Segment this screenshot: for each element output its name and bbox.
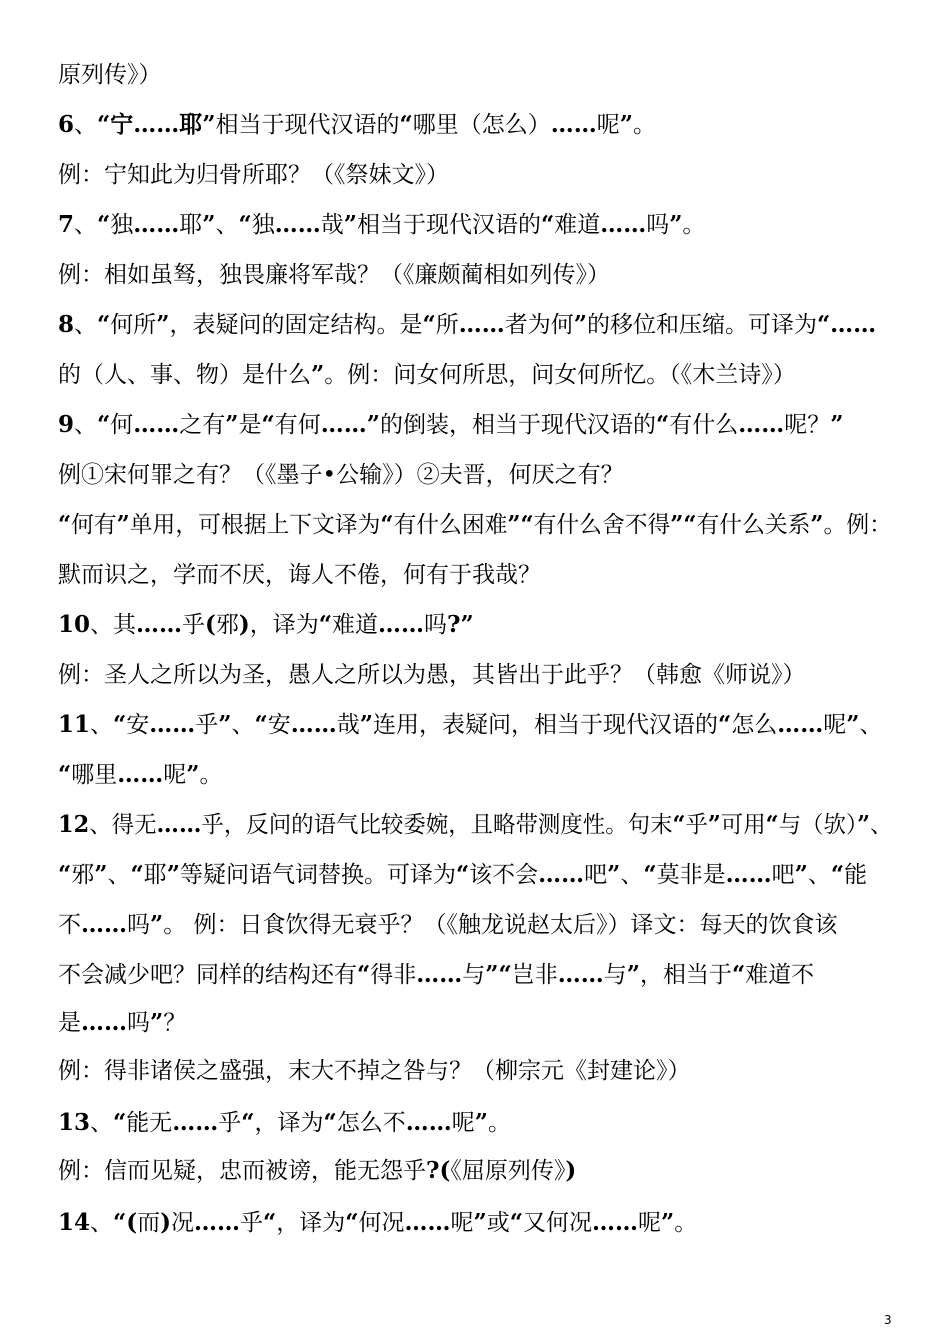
text-line bbox=[58, 110, 656, 140]
text-segment: “ bbox=[731, 961, 746, 988]
text-segment: “宁……耶” bbox=[97, 111, 216, 138]
text-segment: ( bbox=[205, 611, 216, 638]
text-segment: 、 bbox=[90, 1210, 114, 1236]
text-segment: “ bbox=[97, 411, 111, 438]
text-segment: …… bbox=[550, 111, 597, 138]
text-segment: ” bbox=[794, 861, 808, 888]
text-line bbox=[58, 460, 624, 490]
text-segment: 岂非 bbox=[511, 962, 558, 988]
text-segment: 乎 bbox=[195, 712, 219, 738]
text-segment: 、得无 bbox=[89, 812, 157, 838]
text-segment: 之有 bbox=[179, 412, 226, 438]
text-line bbox=[58, 860, 867, 890]
text-segment: ) bbox=[160, 1209, 172, 1236]
text-segment: “ bbox=[241, 1109, 255, 1136]
text-segment: “ bbox=[113, 711, 127, 738]
text-segment: 呢 bbox=[450, 1210, 474, 1236]
text-segment: ” bbox=[857, 811, 871, 838]
text-segment: “ bbox=[422, 311, 436, 338]
text-segment: 默而识之，学而不厌，诲人不倦，何有于我哉？ bbox=[58, 562, 541, 588]
text-segment: 《屈原列传》 bbox=[450, 1158, 566, 1184]
text-segment: …… bbox=[172, 1109, 219, 1136]
text-segment: 乎，反问的语气比较委婉，且略带测度性。句末 bbox=[201, 812, 673, 838]
text-segment: “ bbox=[345, 1209, 359, 1236]
text-segment: …… bbox=[156, 811, 202, 838]
text-segment: 何所 bbox=[110, 312, 157, 338]
text-segment: “ bbox=[97, 311, 111, 338]
text-segment: 能 bbox=[844, 862, 868, 888]
text-segment: 相当于现代汉语的 bbox=[356, 212, 541, 238]
text-segment: 10 bbox=[58, 611, 91, 638]
text-segment: 。 例：日食饮得无衰乎？（《触龙说赵太后》）译文：每天的饮食该 bbox=[163, 912, 838, 938]
text-line bbox=[58, 60, 162, 90]
text-segment: ” bbox=[150, 1009, 164, 1036]
text-line bbox=[58, 310, 876, 340]
text-segment: ？ bbox=[163, 1010, 187, 1036]
text-segment: 单用，可根据上下文译为 bbox=[129, 512, 381, 538]
text-segment: 、 bbox=[74, 212, 98, 238]
text-segment: …… bbox=[290, 711, 337, 738]
text-segment: 怎么不 bbox=[336, 1110, 406, 1136]
text-segment: 、 bbox=[74, 112, 98, 138]
text-segment: ” bbox=[810, 511, 824, 538]
text-segment: 等疑问语气词替换。可译为 bbox=[179, 862, 456, 888]
text-segment: ) bbox=[565, 1157, 577, 1184]
text-segment: 、 bbox=[90, 1110, 114, 1136]
text-segment: 14 bbox=[58, 1209, 91, 1236]
text-segment: 难道 bbox=[554, 212, 601, 238]
text-segment: 所 bbox=[435, 312, 459, 338]
text-segment: 的倒装，相当于现代汉语的 bbox=[379, 412, 656, 438]
text-segment: 何 bbox=[110, 412, 134, 438]
text-segment: 例：圣人之所以为圣，愚人之所以为愚，其皆出于此乎？（韩愈《师说》） bbox=[58, 662, 806, 688]
text-segment: 与 bbox=[603, 962, 627, 988]
text-segment: 乎 bbox=[218, 1110, 242, 1136]
text-segment: 例：相如虽驽，独畏廉将军哉？（《廉颇蔺相如列传》） bbox=[58, 262, 610, 288]
text-segment: 与 bbox=[462, 962, 486, 988]
text-segment: 难道 bbox=[332, 612, 379, 638]
text-segment: ，译为 bbox=[276, 1210, 346, 1236]
text-segment: ” bbox=[218, 711, 232, 738]
text-segment: 安 bbox=[267, 712, 291, 738]
text-segment: “( bbox=[113, 1209, 138, 1236]
text-segment: 原列传》） bbox=[58, 62, 162, 88]
text-line bbox=[58, 410, 843, 440]
text-segment: “ bbox=[830, 861, 845, 888]
text-segment: 吗 bbox=[127, 912, 150, 938]
text-segment: ” bbox=[202, 211, 216, 238]
text-segment: ，译为 bbox=[254, 1110, 324, 1136]
text-segment: 者为何 bbox=[504, 312, 574, 338]
text-segment: 。例： bbox=[823, 512, 892, 538]
text-segment: 例：得非诸侯之盛强，末大不掉之咎与？（柳宗元《封建论》） bbox=[58, 1058, 691, 1084]
text-segment: 。 bbox=[487, 1110, 511, 1136]
text-segment: 有什么关系 bbox=[696, 512, 811, 538]
text-segment: ”“ bbox=[485, 961, 512, 988]
text-line bbox=[58, 1156, 576, 1186]
text-line bbox=[58, 1208, 697, 1238]
text-segment: 呢 bbox=[596, 112, 620, 138]
text-segment: 哉 bbox=[336, 712, 360, 738]
text-segment: 不 bbox=[58, 912, 81, 938]
text-segment: ” bbox=[474, 1109, 488, 1136]
text-segment: 。例：问女何所思，问女何所忆。（《木兰诗》） bbox=[324, 362, 796, 388]
text-segment: ) bbox=[238, 611, 250, 638]
text-line bbox=[58, 360, 796, 390]
text-line bbox=[58, 960, 814, 990]
text-segment: 邪 bbox=[71, 862, 95, 888]
text-segment: 。 bbox=[199, 762, 223, 788]
text-segment: 、 bbox=[859, 712, 883, 738]
text-segment: 。 bbox=[632, 112, 656, 138]
text-segment: ……” bbox=[320, 411, 380, 438]
text-segment: “ bbox=[455, 861, 470, 888]
text-segment: ” bbox=[343, 211, 357, 238]
text-segment: 哪里 bbox=[71, 762, 118, 788]
text-segment: 呢 bbox=[451, 1110, 475, 1136]
text-segment: 例：宁知此为归骨所耶？（《祭妹文》） bbox=[58, 162, 449, 188]
text-segment: ” bbox=[573, 311, 587, 338]
text-segment: “ bbox=[263, 1209, 277, 1236]
text-segment: 、 bbox=[620, 862, 644, 888]
text-segment: …… bbox=[133, 211, 180, 238]
text-segment: 而 bbox=[137, 1210, 161, 1236]
text-segment: 13 bbox=[58, 1109, 91, 1136]
text-line bbox=[58, 710, 882, 740]
text-segment: 、其 bbox=[90, 612, 137, 638]
text-segment: 有什么困难 bbox=[393, 512, 508, 538]
text-segment: “ bbox=[540, 211, 555, 238]
text-segment: …… bbox=[725, 861, 772, 888]
text-segment: ?( bbox=[426, 1157, 451, 1184]
text-segment: “ bbox=[254, 711, 268, 738]
text-segment: …… bbox=[404, 1209, 451, 1236]
text-segment: ” bbox=[186, 761, 200, 788]
text-segment: 吗 bbox=[424, 612, 448, 638]
text-segment: ” bbox=[311, 361, 325, 388]
text-segment: 6 bbox=[58, 111, 75, 138]
text-line bbox=[58, 260, 610, 290]
text-segment: “ bbox=[58, 861, 72, 888]
text-segment: 。 bbox=[682, 212, 706, 238]
text-segment: “ bbox=[130, 861, 144, 888]
text-segment: …… bbox=[777, 711, 824, 738]
text-segment: 不会减少吧？同样的结构还有 bbox=[58, 962, 357, 988]
text-line bbox=[58, 810, 892, 840]
text-segment: 吧 bbox=[584, 862, 608, 888]
text-segment: ，表疑问的固定结构。是 bbox=[169, 312, 423, 338]
text-segment: 乎 bbox=[685, 812, 708, 838]
text-segment: …… bbox=[136, 611, 183, 638]
text-segment: …… bbox=[274, 211, 321, 238]
text-segment: “ bbox=[58, 761, 72, 788]
text-segment: …… bbox=[378, 611, 425, 638]
text-segment: “ bbox=[97, 211, 111, 238]
text-segment: …… bbox=[591, 1209, 638, 1236]
text-segment: ” bbox=[660, 1209, 675, 1236]
text-segment: “ bbox=[509, 1209, 523, 1236]
text-segment: 难道不 bbox=[745, 962, 815, 988]
text-segment: …… bbox=[538, 861, 585, 888]
text-line bbox=[58, 610, 474, 640]
text-segment: 呢 bbox=[163, 762, 187, 788]
text-segment: 有什么舍不得 bbox=[533, 512, 671, 538]
text-segment: 能无 bbox=[126, 1110, 173, 1136]
text-segment: 连用，表疑问，相当于现代汉语的 bbox=[372, 712, 718, 738]
text-line bbox=[58, 210, 705, 240]
text-segment: ” bbox=[94, 861, 108, 888]
text-segment: “ bbox=[672, 811, 686, 838]
text-segment: “ bbox=[238, 211, 252, 238]
text-segment: 耶 bbox=[179, 212, 203, 238]
text-segment: 、 bbox=[107, 862, 131, 888]
text-segment: 呢 bbox=[823, 712, 847, 738]
text-line bbox=[58, 1008, 186, 1038]
text-segment: …… bbox=[194, 1209, 241, 1236]
text-segment: 何有 bbox=[71, 512, 117, 538]
text-segment: …… bbox=[458, 311, 505, 338]
text-segment: 、 bbox=[215, 212, 239, 238]
page-number: 3 bbox=[884, 1313, 892, 1327]
text-segment: “ bbox=[357, 961, 371, 988]
text-segment: 是 bbox=[58, 1010, 81, 1036]
text-segment: …… bbox=[557, 961, 604, 988]
text-line bbox=[58, 160, 449, 190]
text-segment: 乎 bbox=[240, 1210, 264, 1236]
text-segment: …… bbox=[405, 1109, 452, 1136]
text-segment: ” bbox=[607, 861, 621, 888]
text-segment: ” bbox=[116, 511, 130, 538]
text-line bbox=[58, 1056, 691, 1086]
text-segment: ?” bbox=[447, 611, 474, 638]
text-segment: ” bbox=[846, 711, 860, 738]
text-segment: 吗 bbox=[127, 1010, 150, 1036]
text-segment: 、 bbox=[231, 712, 255, 738]
text-segment: 哉 bbox=[320, 212, 344, 238]
text-segment: ” bbox=[669, 211, 683, 238]
text-segment: “ bbox=[58, 511, 72, 538]
text-line bbox=[58, 1108, 511, 1138]
text-segment: …… bbox=[133, 411, 180, 438]
text-segment: 11 bbox=[58, 711, 91, 738]
text-segment: 或 bbox=[486, 1210, 510, 1236]
text-segment: ，译为 bbox=[249, 612, 319, 638]
text-segment: 独 bbox=[110, 212, 134, 238]
text-segment: 的（人、事、物）是什么 bbox=[58, 362, 311, 388]
text-segment: ” bbox=[626, 961, 640, 988]
text-segment: “ bbox=[323, 1109, 337, 1136]
text-segment: 该不会 bbox=[469, 862, 539, 888]
text-segment: 吗 bbox=[646, 212, 670, 238]
text-segment: 何况 bbox=[358, 1210, 405, 1236]
text-segment: “ bbox=[399, 111, 413, 138]
text-segment: 呢 bbox=[637, 1210, 661, 1236]
text-segment: 得非 bbox=[370, 962, 417, 988]
text-segment: “ bbox=[380, 511, 394, 538]
text-segment: 邪 bbox=[215, 612, 239, 638]
text-segment: 有何 bbox=[274, 412, 321, 438]
text-segment: 12 bbox=[58, 811, 90, 838]
text-segment: ” bbox=[225, 411, 239, 438]
text-segment: 况 bbox=[171, 1210, 195, 1236]
text-line bbox=[58, 760, 222, 790]
text-segment: 的移位和压缩。可译为 bbox=[586, 312, 817, 338]
text-segment: ，相当于 bbox=[639, 962, 732, 988]
text-segment: 例：信而见疑，忠而被谤，能无怨乎 bbox=[58, 1158, 426, 1184]
text-line bbox=[58, 910, 838, 940]
text-segment: …… bbox=[81, 911, 127, 938]
text-segment: 耶 bbox=[143, 862, 167, 888]
text-segment: …… bbox=[416, 961, 463, 988]
text-segment: ”“ bbox=[507, 511, 534, 538]
text-segment: 有什么 bbox=[669, 412, 739, 438]
text-segment: 例①宋何罪之有？（《墨子•公输》）②夫晋，何厌之有？ bbox=[58, 462, 624, 488]
text-segment: 、 bbox=[74, 312, 98, 338]
text-segment: 莫非是 bbox=[656, 862, 726, 888]
text-segment: ” bbox=[166, 861, 180, 888]
text-segment: ” bbox=[150, 911, 164, 938]
text-segment: “ bbox=[717, 711, 732, 738]
text-segment: 、 bbox=[90, 712, 114, 738]
text-segment: ” bbox=[830, 411, 844, 438]
text-segment: ” bbox=[707, 811, 721, 838]
text-segment: 。 bbox=[674, 1210, 698, 1236]
text-segment: “ bbox=[261, 411, 275, 438]
text-segment: ”“ bbox=[670, 511, 697, 538]
text-segment: …… bbox=[117, 761, 164, 788]
text-segment: “ bbox=[113, 1109, 127, 1136]
text-segment: 8 bbox=[58, 311, 75, 338]
text-segment: 、 bbox=[74, 412, 98, 438]
text-segment: ” bbox=[473, 1209, 487, 1236]
text-segment: 可用 bbox=[720, 812, 766, 838]
text-segment: ” bbox=[619, 111, 633, 138]
text-segment: 哪里（怎么） bbox=[412, 112, 551, 138]
text-segment: “ bbox=[655, 411, 670, 438]
text-segment: 与（欤） bbox=[778, 812, 858, 838]
text-segment: “…… bbox=[816, 311, 877, 338]
text-segment: …… bbox=[149, 711, 196, 738]
text-segment: “ bbox=[643, 861, 657, 888]
text-segment: 7 bbox=[58, 211, 75, 238]
text-segment: ” bbox=[156, 311, 170, 338]
text-segment: 呢？ bbox=[784, 412, 831, 438]
text-line bbox=[58, 560, 541, 590]
text-segment: …… bbox=[81, 1009, 127, 1036]
text-segment: ” bbox=[359, 711, 373, 738]
text-segment: “ bbox=[765, 811, 779, 838]
text-segment: 怎么 bbox=[731, 712, 778, 738]
text-segment: …… bbox=[600, 211, 647, 238]
text-line bbox=[58, 660, 806, 690]
text-segment: 是 bbox=[238, 412, 262, 438]
text-segment: 独 bbox=[251, 212, 275, 238]
text-segment: 安 bbox=[126, 712, 150, 738]
text-segment: 又何况 bbox=[522, 1210, 592, 1236]
text-segment: 、 bbox=[807, 862, 831, 888]
text-segment: 9 bbox=[58, 411, 75, 438]
text-line bbox=[58, 510, 892, 540]
text-segment: 吧 bbox=[771, 862, 795, 888]
text-segment: 乎 bbox=[182, 612, 206, 638]
text-segment: “ bbox=[318, 611, 333, 638]
text-segment: …… bbox=[738, 411, 785, 438]
text-segment: 相当于现代汉语的 bbox=[215, 112, 400, 138]
text-segment: 、 bbox=[870, 812, 893, 838]
